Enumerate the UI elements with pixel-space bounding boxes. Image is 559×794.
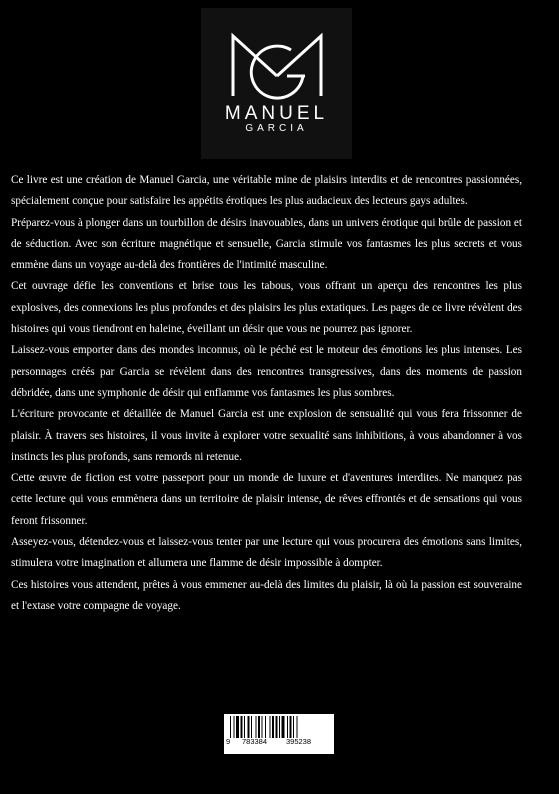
paragraph: Préparez-vous à plonger dans un tourbillon de désirs inavouables, dans un univers érotique qui brûle de passion et de séduction. Avec son écriture magnétique et sensuelle, Garcia stimule vos fantasmes les plus secrets et vous emmène dans un voyage au-delà des frontières de l'intimité masculine. <box>11 216 522 272</box>
barcode-bars-icon <box>230 716 328 738</box>
back-cover-text <box>11 170 522 617</box>
barcode-right-group: 395238 <box>286 737 312 746</box>
barcode <box>224 714 334 754</box>
paragraph: Ce livre est une création de Manuel Garcia, une véritable mine de plaisirs interdits et de rencontres passionnées, spécialement conçue pour satisfaire les appétits érotiques les plus audacieux des lecteurs gays adultes. <box>11 174 522 208</box>
paragraph: Asseyez-vous, détendez-vous et laissez-vous tenter par une lecture qui vous procurera des émotions sans limites, stimulera votre imagination et allumera une flamme de désir impossible à dompter. <box>11 536 522 570</box>
logo-name: MANUEL <box>224 103 329 124</box>
paragraph: L'écriture provocante et détaillée de Manuel Garcia est une explosion de sensualité qui vous fera frissonner de plaisir. À travers ses histoires, il vous invite à explorer votre sexualité sans inhibitions, à vous abandonner à vos instincts les plus profonds, sans remords ni retenue. <box>11 408 522 463</box>
barcode-left-group: 783384 <box>242 737 268 746</box>
paragraph: Ces histoires vous attendent, prêtes à vous emmener au-delà des limites du plaisir, là où la passion est souveraine et l'extase votre compagne de voyage. <box>11 578 522 612</box>
paragraph: Cette œuvre de fiction est votre passeport pour un monde de luxure et d'aventures interdites. Ne manquez pas cette lecture qui vous emmènera dans un territoire de plaisir intense, de rêves effrontés et de sensations qui vous feront frissonner. <box>11 472 522 527</box>
paragraph: Laissez-vous emporter dans des mondes inconnus, où le péché est le moteur des émotions les plus intenses. Les personnages créés par Garcia se révèlent dans des rencontres transgressives, dans des moments de passion débridée, dans une symphonie de désir qui enflamme vos fantasmes les plus sombres. <box>11 344 522 399</box>
paragraph: Cet ouvrage défie les conventions et brise tous les tabous, vous offrant un aperçu des rencontres les plus explosives, des connexions les plus profondes et des plaisirs les plus extatiques. Les pages de ce livre révèlent des histoires qui vous tiendront en haleine, éveillant un désir que vous ne pourrez pas ignorer. <box>11 280 522 336</box>
logo-subname: GARCIA <box>245 123 308 134</box>
barcode-lead-digit: 9 <box>226 737 231 746</box>
author-logo <box>201 8 352 159</box>
mg-monogram-icon <box>231 32 323 100</box>
